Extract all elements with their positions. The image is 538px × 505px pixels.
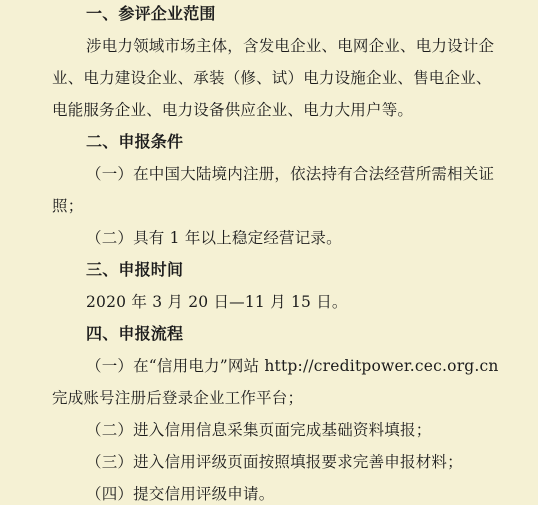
paragraph-line: （二）进入信用信息采集页面完成基础资料填报；: [86, 421, 432, 439]
section-heading-process: 四、申报流程: [86, 324, 184, 343]
paragraph-line: 电能服务企业、电力设备供应企业、电力大用户等。: [52, 101, 414, 119]
paragraph-line: （三）进入信用评级页面按照填报要求完善申报材料；: [86, 453, 463, 471]
paragraph-line: （一）在“信用电力”网站 http://creditpower.cec.org.cn: [86, 357, 499, 375]
section-heading-scope: 一、参评企业范围: [86, 4, 216, 23]
paragraph-line: 涉电力领域市场主体，含发电企业、电网企业、电力设计企: [86, 37, 495, 55]
paragraph-line: 完成账号注册后登录企业工作平台；: [52, 389, 304, 407]
paragraph-line: （四）提交信用评级申请。: [86, 485, 275, 503]
paragraph-line: 业、电力建设企业、承装（修、试）电力设施企业、售电企业、: [52, 69, 492, 87]
paragraph-line: 2020 年 3 月 20 日—11 月 15 日。: [86, 293, 348, 311]
paragraph-line: （二）具有 1 年以上稳定经营记录。: [86, 229, 342, 247]
section-heading-conditions: 二、申报条件: [86, 132, 184, 151]
paragraph-line: （一）在中国大陆境内注册，依法持有合法经营所需相关证: [86, 165, 495, 183]
paragraph-line: 照；: [52, 197, 84, 215]
section-heading-time: 三、申报时间: [86, 260, 184, 279]
